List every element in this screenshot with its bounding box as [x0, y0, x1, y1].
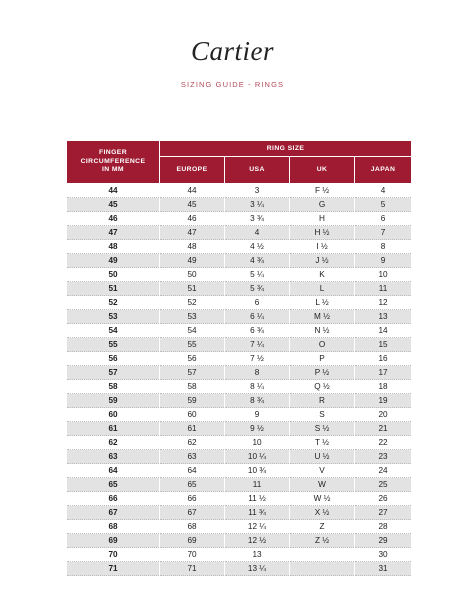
cell-uk: K: [290, 268, 355, 282]
cell-uk: L: [290, 282, 355, 296]
cell-uk: H ½: [290, 226, 355, 240]
table-row: [67, 226, 412, 240]
cell-europe: 61: [160, 422, 225, 436]
cell-uk: G: [290, 198, 355, 212]
cell-japan: 9: [355, 254, 412, 268]
cell-circumference-mm: 59: [67, 394, 160, 408]
cell-uk: I ½: [290, 240, 355, 254]
cell-japan: 27: [355, 506, 412, 520]
cell-japan: 14: [355, 324, 412, 338]
cell-usa: 8 ¾: [225, 394, 290, 408]
cell-usa: 10: [225, 436, 290, 450]
cell-japan: 21: [355, 422, 412, 436]
cell-usa: 8: [225, 366, 290, 380]
table-row: [67, 408, 412, 422]
cell-europe: 70: [160, 548, 225, 562]
cell-usa: 8 ¼: [225, 380, 290, 394]
cell-japan: 26: [355, 492, 412, 506]
cell-japan: 25: [355, 478, 412, 492]
cell-japan: 31: [355, 562, 412, 576]
cell-usa: 4 ¾: [225, 254, 290, 268]
cell-uk: O: [290, 338, 355, 352]
cell-europe: 59: [160, 394, 225, 408]
cell-japan: 13: [355, 310, 412, 324]
cell-uk: W ½: [290, 492, 355, 506]
cell-japan: 29: [355, 534, 412, 548]
cell-usa: 3 ¼: [225, 198, 290, 212]
cell-circumference-mm: 67: [67, 506, 160, 520]
cell-circumference-mm: 60: [67, 408, 160, 422]
cell-uk: N ½: [290, 324, 355, 338]
cell-uk: T ½: [290, 436, 355, 450]
cell-circumference-mm: 55: [67, 338, 160, 352]
cell-usa: 6: [225, 296, 290, 310]
cell-circumference-mm: 61: [67, 422, 160, 436]
cell-europe: 52: [160, 296, 225, 310]
cell-japan: 8: [355, 240, 412, 254]
cell-usa: 4 ½: [225, 240, 290, 254]
cell-europe: 69: [160, 534, 225, 548]
brand-logo: Cartier: [190, 36, 274, 66]
cell-circumference-mm: 52: [67, 296, 160, 310]
cell-uk: Q ½: [290, 380, 355, 394]
cell-japan: 28: [355, 520, 412, 534]
cell-usa: 11 ½: [225, 492, 290, 506]
table-row: [67, 268, 412, 282]
cell-uk: W: [290, 478, 355, 492]
cell-circumference-mm: 49: [67, 254, 160, 268]
table-row: [67, 464, 412, 478]
cell-usa: 6 ¼: [225, 310, 290, 324]
page-subtitle: SIZING GUIDE - RINGS: [180, 80, 285, 89]
ring-size-table: [66, 140, 412, 576]
table-row: [67, 338, 412, 352]
cell-japan: 24: [355, 464, 412, 478]
cell-circumference-mm: 66: [67, 492, 160, 506]
table-row: [67, 324, 412, 338]
cell-japan: 12: [355, 296, 412, 310]
cell-uk: J ½: [290, 254, 355, 268]
cell-europe: 51: [160, 282, 225, 296]
cell-japan: 5: [355, 198, 412, 212]
cell-circumference-mm: 65: [67, 478, 160, 492]
table-row: [67, 436, 412, 450]
cell-circumference-mm: 53: [67, 310, 160, 324]
col-header-europe: EUROPE: [160, 157, 225, 184]
cell-circumference-mm: 48: [67, 240, 160, 254]
table-row: [67, 450, 412, 464]
cell-japan: 15: [355, 338, 412, 352]
cell-uk: P ½: [290, 366, 355, 380]
cell-usa: 11 ¾: [225, 506, 290, 520]
cell-circumference-mm: 69: [67, 534, 160, 548]
cell-usa: 7 ½: [225, 352, 290, 366]
table-row: [67, 296, 412, 310]
cell-usa: 4: [225, 226, 290, 240]
cell-uk: S: [290, 408, 355, 422]
cell-usa: 9 ½: [225, 422, 290, 436]
cell-europe: 62: [160, 436, 225, 450]
circ-header-line-1: FINGER: [98, 149, 128, 157]
table-row: [67, 548, 412, 562]
cell-japan: 6: [355, 212, 412, 226]
table-row: [67, 506, 412, 520]
cell-japan: 10: [355, 268, 412, 282]
cell-europe: 44: [160, 184, 225, 198]
cell-uk: F ½: [290, 184, 355, 198]
cell-europe: 55: [160, 338, 225, 352]
cell-japan: 17: [355, 366, 412, 380]
table-row: [67, 198, 412, 212]
cell-circumference-mm: 68: [67, 520, 160, 534]
cell-circumference-mm: 44: [67, 184, 160, 198]
cell-circumference-mm: 58: [67, 380, 160, 394]
cell-europe: 48: [160, 240, 225, 254]
cell-usa: 13: [225, 548, 290, 562]
cell-japan: 11: [355, 282, 412, 296]
table-row: [67, 492, 412, 506]
cell-europe: 66: [160, 492, 225, 506]
cell-uk: [290, 562, 355, 576]
cell-europe: 63: [160, 450, 225, 464]
table-row: [67, 366, 412, 380]
table-row: [67, 184, 412, 198]
cell-circumference-mm: 45: [67, 198, 160, 212]
cell-europe: 45: [160, 198, 225, 212]
table-row: [67, 534, 412, 548]
cell-uk: Z: [290, 520, 355, 534]
table-row: [67, 394, 412, 408]
circumference-header: [67, 141, 160, 184]
cell-europe: 47: [160, 226, 225, 240]
table-row: [67, 240, 412, 254]
cell-japan: 22: [355, 436, 412, 450]
cell-circumference-mm: 46: [67, 212, 160, 226]
cell-circumference-mm: 63: [67, 450, 160, 464]
cell-circumference-mm: 51: [67, 282, 160, 296]
cell-usa: 3 ¾: [225, 212, 290, 226]
cell-japan: 19: [355, 394, 412, 408]
cell-circumference-mm: 56: [67, 352, 160, 366]
table-row: [67, 282, 412, 296]
table-row: [67, 254, 412, 268]
cell-japan: 30: [355, 548, 412, 562]
cell-japan: 16: [355, 352, 412, 366]
cell-usa: 6 ¾: [225, 324, 290, 338]
cell-europe: 57: [160, 366, 225, 380]
cell-uk: U ½: [290, 450, 355, 464]
cell-uk: R: [290, 394, 355, 408]
cell-usa: 13 ¼: [225, 562, 290, 576]
cell-uk: Z ½: [290, 534, 355, 548]
cell-circumference-mm: 50: [67, 268, 160, 282]
table-row: [67, 562, 412, 576]
ring-size-group-header: RING SIZE: [160, 141, 412, 157]
table-row: [67, 352, 412, 366]
circ-header-line-3: IN MM: [101, 166, 124, 174]
table-row: [67, 478, 412, 492]
cell-usa: 3: [225, 184, 290, 198]
table-row: [67, 422, 412, 436]
cell-europe: 56: [160, 352, 225, 366]
cell-europe: 58: [160, 380, 225, 394]
cell-uk: V: [290, 464, 355, 478]
cell-usa: 10 ¼: [225, 450, 290, 464]
cell-circumference-mm: 57: [67, 366, 160, 380]
cell-europe: 49: [160, 254, 225, 268]
cell-circumference-mm: 54: [67, 324, 160, 338]
col-header-japan: JAPAN: [355, 157, 412, 184]
cell-uk: X ½: [290, 506, 355, 520]
cell-europe: 53: [160, 310, 225, 324]
table-row: [67, 212, 412, 226]
cell-europe: 46: [160, 212, 225, 226]
cell-uk: S ½: [290, 422, 355, 436]
cell-usa: 11: [225, 478, 290, 492]
cell-circumference-mm: 64: [67, 464, 160, 478]
cell-uk: P: [290, 352, 355, 366]
cell-europe: 68: [160, 520, 225, 534]
circ-header-line-2: CIRCUMFERENCE: [80, 157, 146, 165]
cell-europe: 67: [160, 506, 225, 520]
cell-japan: 18: [355, 380, 412, 394]
col-header-usa: USA: [225, 157, 290, 184]
cell-japan: 23: [355, 450, 412, 464]
table-row: [67, 380, 412, 394]
cell-circumference-mm: 70: [67, 548, 160, 562]
table-row: [67, 310, 412, 324]
cell-usa: 12 ½: [225, 534, 290, 548]
cell-usa: 12 ¼: [225, 520, 290, 534]
cell-europe: 65: [160, 478, 225, 492]
cell-usa: 9: [225, 408, 290, 422]
cell-circumference-mm: 62: [67, 436, 160, 450]
cell-europe: 54: [160, 324, 225, 338]
size-table-body: [67, 184, 412, 576]
cell-usa: 10 ¾: [225, 464, 290, 478]
cell-japan: 7: [355, 226, 412, 240]
cell-uk: [290, 548, 355, 562]
cell-uk: H: [290, 212, 355, 226]
cell-europe: 64: [160, 464, 225, 478]
cell-usa: 5 ¾: [225, 282, 290, 296]
cell-circumference-mm: 71: [67, 562, 160, 576]
cell-japan: 4: [355, 184, 412, 198]
table-row: [67, 520, 412, 534]
cell-uk: L ½: [290, 296, 355, 310]
cell-europe: 60: [160, 408, 225, 422]
cell-japan: 20: [355, 408, 412, 422]
cell-uk: M ½: [290, 310, 355, 324]
cell-europe: 71: [160, 562, 225, 576]
cell-europe: 50: [160, 268, 225, 282]
col-header-uk: UK: [290, 157, 355, 184]
cell-usa: 7 ¼: [225, 338, 290, 352]
cell-circumference-mm: 47: [67, 226, 160, 240]
cell-usa: 5 ¼: [225, 268, 290, 282]
